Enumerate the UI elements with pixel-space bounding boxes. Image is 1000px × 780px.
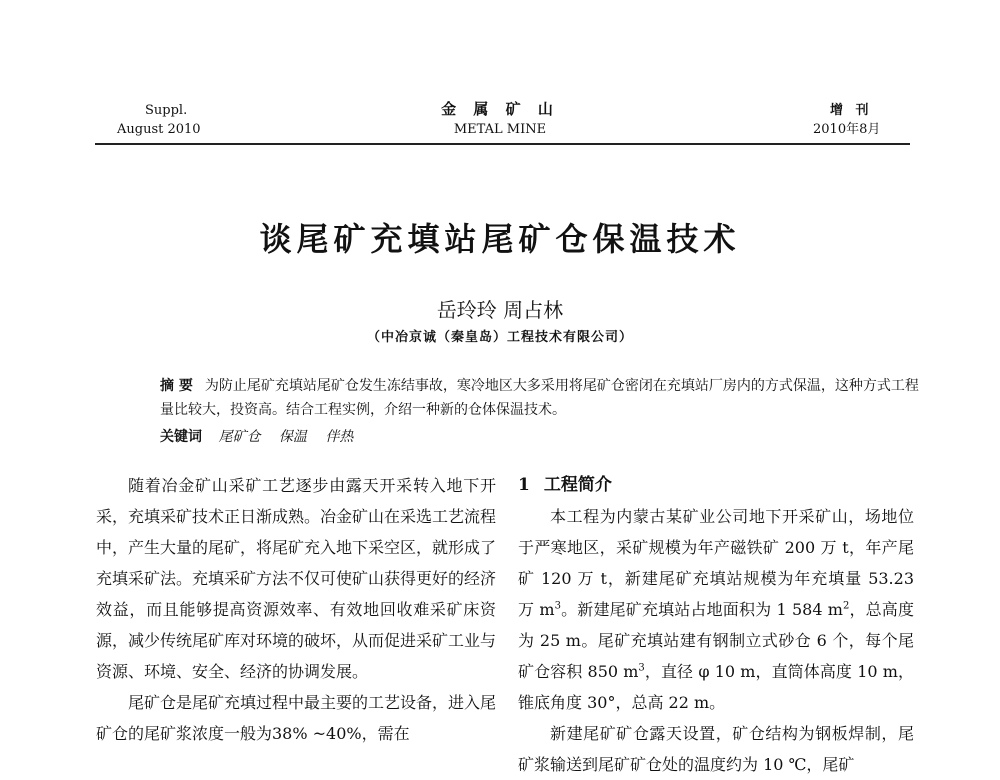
text-run: ，总高度为 25 m。尾矿充填站建有钢制立式砂仓 6 个，每个尾矿仓容积 850 m bbox=[518, 600, 914, 681]
paper-title: 谈尾矿充填站尾矿仓保温技术 bbox=[259, 220, 741, 258]
keyword: 尾矿仓 bbox=[218, 429, 261, 445]
superscript: 2 bbox=[842, 600, 850, 612]
abstract bbox=[160, 374, 920, 422]
text-run: ，直径 φ 10 m，直筒体高度 10 m，锥底角度 30°，总高 22 m。 bbox=[518, 662, 914, 712]
keyword: 伴热 bbox=[325, 429, 354, 445]
section-number: 1 bbox=[518, 475, 530, 495]
superscript: 3 bbox=[554, 600, 561, 612]
superscript: 3 bbox=[638, 662, 645, 674]
body-paragraph: 新建尾矿矿仓露天设置，矿仓结构为钢板焊制，尾矿浆输送到尾矿矿仓处的温度约为 10 ℃，尾矿 bbox=[518, 724, 914, 774]
keywords-label: 关键词 bbox=[160, 429, 202, 445]
section-heading bbox=[518, 470, 914, 501]
body-paragraph: 尾矿仓是尾矿充填过程中最主要的工艺设备，进入尾矿仓的尾矿浆浓度一般为38% ~40%，需在 bbox=[96, 693, 497, 743]
section-title: 工程简介 bbox=[543, 475, 612, 495]
abstract-text: 为防止尾矿充填站尾矿仓发生冻结事故，寒冷地区大多采用将尾矿仓密闭在充填站厂房内的方式保温，这种方式工程量比较大，投资高。结合工程实例，介绍一种新的仓体保温技术。 bbox=[160, 378, 919, 418]
abstract-label: 摘 要 bbox=[160, 378, 193, 394]
header-date-en: August 2010 bbox=[117, 122, 201, 137]
body-paragraph: 随着冶金矿山采矿工艺逐步由露天开采转入地下开采，充填采矿技术正日渐成熟。冶金矿山在采选工艺流程中，产生大量的尾矿，将尾矿充入地下采空区，就形成了充填采矿法。充填采矿方法不仅可使矿山获得更好的经济效益，而且能够提高资源效率、有效地回收难采矿床资源，减少传统尾矿库对环境的破坏，从而促进采矿工业与资源、环境、安全、经济的协调发展。 bbox=[96, 476, 497, 681]
header-suppl-cn: 增 刊 bbox=[830, 103, 873, 118]
body-right-column bbox=[518, 470, 914, 780]
header-rule bbox=[95, 143, 910, 145]
body-paragraph bbox=[518, 501, 914, 718]
header-journal-en: METAL MINE bbox=[453, 122, 547, 137]
header-journal-cn: 金 属 矿 山 bbox=[441, 100, 559, 118]
header-suppl: Suppl. bbox=[145, 103, 188, 118]
keyword: 保温 bbox=[278, 429, 307, 445]
text-run: 本工程为内蒙古某矿业公司地下开采矿山，场地位于严寒地区，采矿规模为年产磁铁矿 200 万 t，年产尾矿 120 万 t，新建尾矿充填站规模为年充填量 53.23 万 m bbox=[518, 507, 914, 619]
affiliation: （中冶京诚（秦皇岛）工程技术有限公司） bbox=[366, 330, 633, 345]
text-run: 。新建尾矿充填站占地面积为 1 584 m bbox=[560, 600, 843, 619]
body-left-column bbox=[96, 470, 496, 749]
authors: 岳玲玲 周占林 bbox=[436, 298, 564, 322]
header-date-cn: 2010年8月 bbox=[813, 122, 881, 137]
keywords bbox=[160, 426, 367, 448]
